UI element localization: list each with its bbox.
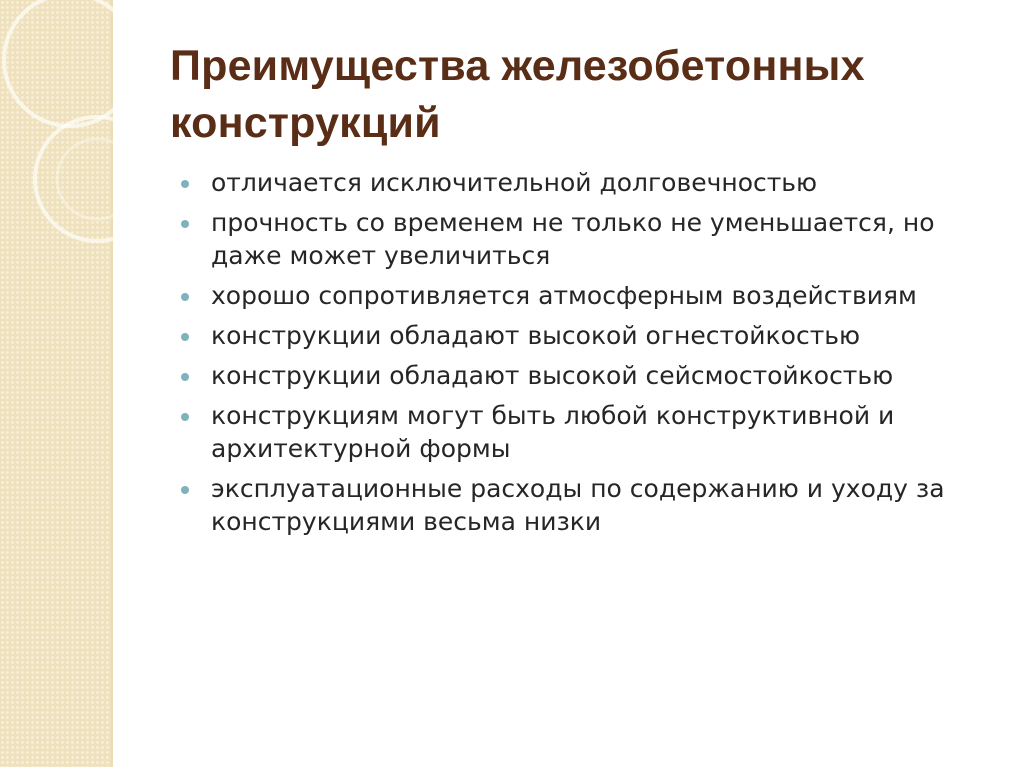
bullet-item bbox=[178, 399, 1008, 465]
bullet-item bbox=[178, 359, 1008, 392]
bullet-dot-icon bbox=[181, 180, 189, 188]
bullet-item bbox=[178, 166, 1008, 199]
bullet-text: конструкции обладают высокой огнестойкостью bbox=[211, 321, 861, 350]
bullet-dot-icon bbox=[181, 413, 189, 421]
decorative-side-band bbox=[0, 0, 111, 767]
side-band-edge bbox=[111, 0, 113, 767]
bullet-text: прочность со временем не только не уменьшается, но даже может увеличиться bbox=[211, 208, 935, 270]
bullet-dot-icon bbox=[181, 293, 189, 301]
bullet-item bbox=[178, 279, 1008, 312]
bullet-text: отличается исключительной долговечностью bbox=[211, 168, 818, 197]
bullet-item bbox=[178, 206, 1008, 272]
bullet-item bbox=[178, 319, 1008, 352]
slide-title: Преимущества железобетонных конструкций bbox=[170, 42, 865, 147]
bullet-dot-icon bbox=[181, 486, 189, 494]
bullet-item bbox=[178, 472, 1008, 538]
bullet-text: конструкциям могут быть любой конструктивной и архитектурной формы bbox=[211, 401, 895, 463]
bullet-dot-icon bbox=[181, 373, 189, 381]
bullet-list bbox=[178, 166, 1008, 545]
bullet-dot-icon bbox=[181, 220, 189, 228]
bullet-text: эксплуатационные расходы по содержанию и уходу за конструкциями весьма низки bbox=[211, 474, 945, 536]
bullet-text: конструкции обладают высокой сейсмостойкостью bbox=[211, 361, 894, 390]
bullet-dot-icon bbox=[181, 333, 189, 341]
bullet-text: хорошо сопротивляется атмосферным воздействиям bbox=[211, 281, 917, 310]
